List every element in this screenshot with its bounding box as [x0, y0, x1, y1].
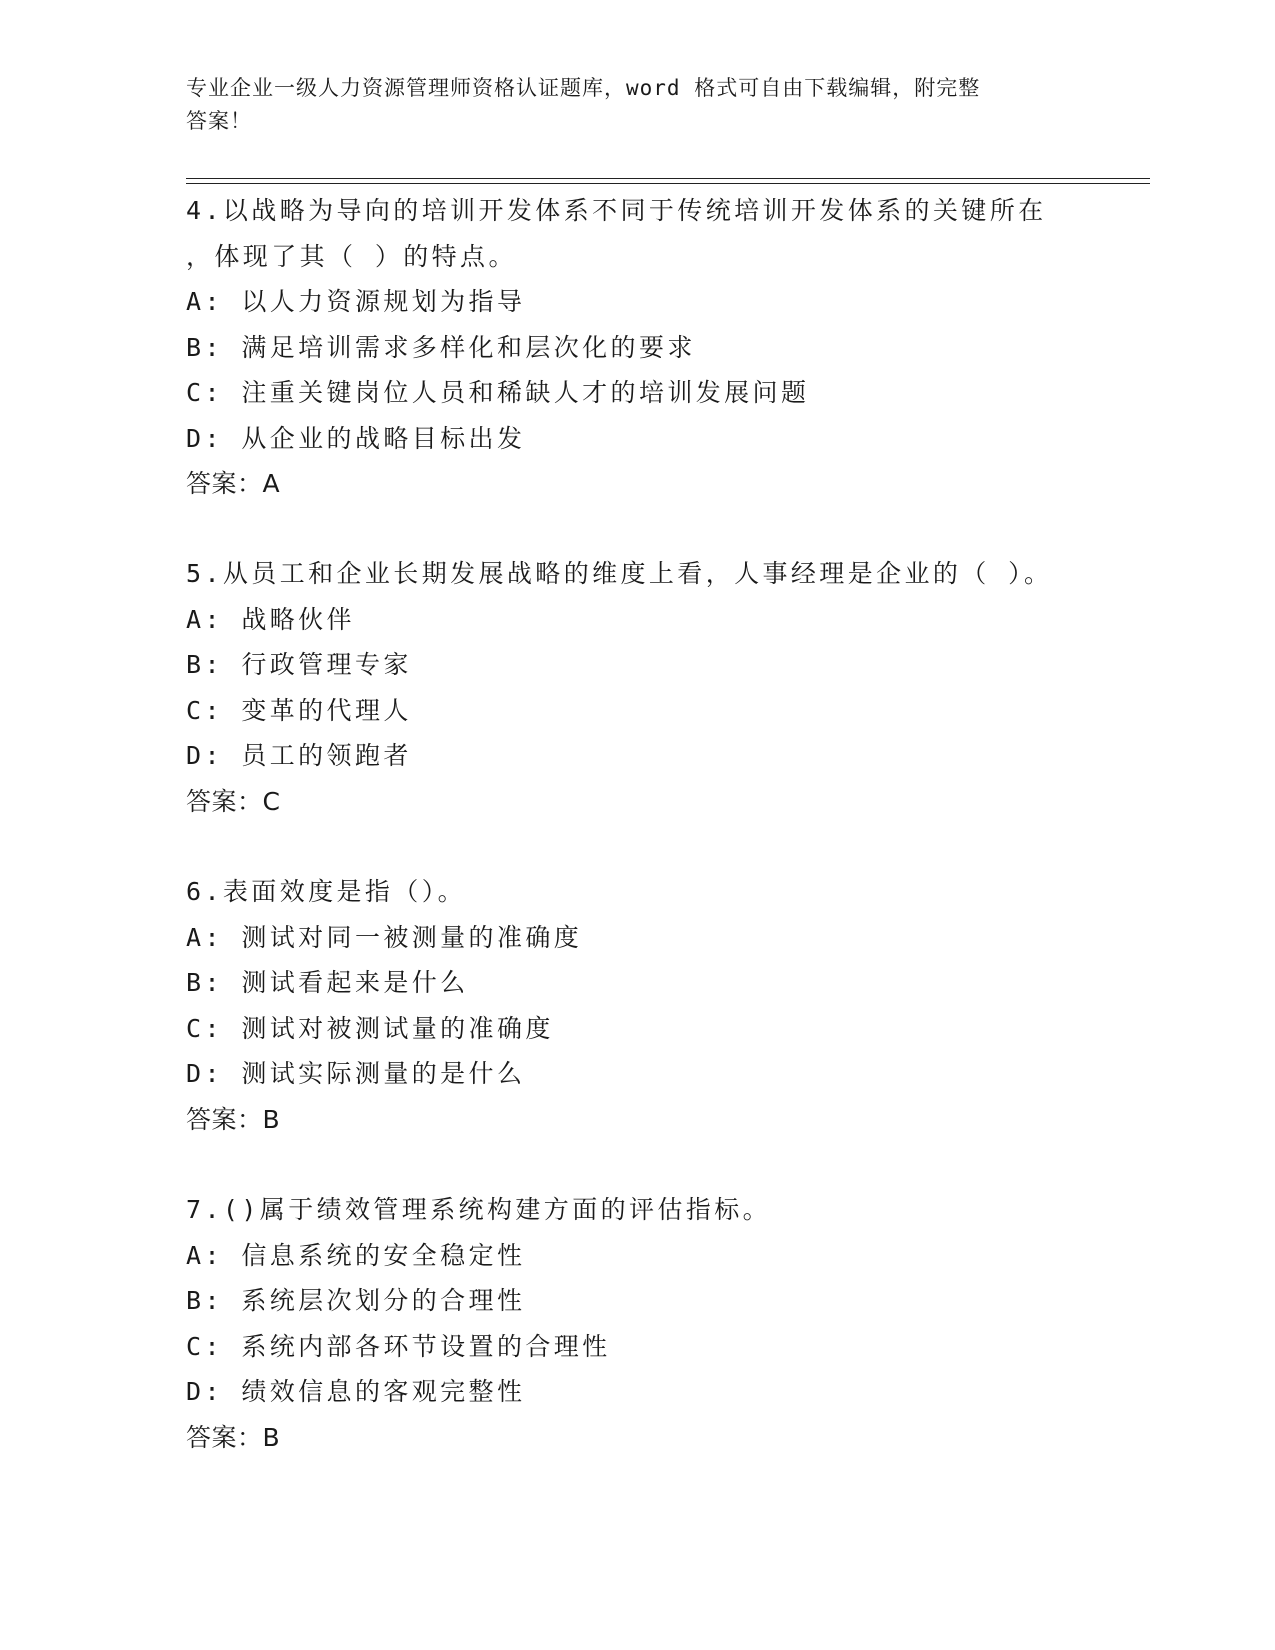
question-5: [186, 551, 1086, 824]
option-b: B: 满足培训需求多样化和层次化的要求: [186, 332, 696, 362]
question-7: [186, 1187, 1086, 1460]
option-c: C: 测试对被测试量的准确度: [186, 1013, 554, 1043]
header-line-1: 专业企业一级人力资源管理师资格认证题库，word 格式可自由下载编辑，附完整: [186, 76, 981, 100]
answer-line: 答案：C: [186, 786, 281, 816]
question-4: [186, 188, 1086, 507]
option-b: B: 行政管理专家: [186, 650, 412, 679]
option-a: A: 信息系统的安全稳定性: [186, 1240, 526, 1270]
header-line-2: 答案！: [186, 109, 252, 133]
answer-line: 答案：B: [186, 1104, 281, 1134]
option-a: A: 测试对同一被测量的准确度: [186, 922, 583, 952]
question-stem-line: 5.从员工和企业长期发展战略的维度上看，人事经理是企业的（ ）。: [186, 559, 1053, 588]
question-stem-line: 7.()属于绩效管理系统构建方面的评估指标。: [186, 1195, 772, 1224]
option-a: A: 以人力资源规划为指导: [186, 287, 526, 316]
answer-line: 答案：A: [186, 469, 281, 498]
option-c: C: 系统内部各环节设置的合理性: [186, 1331, 611, 1361]
question-stem-line: 4.以战略为导向的培训开发体系不同于传统培训开发体系的关键所在: [186, 196, 1047, 225]
option-d: D: 绩效信息的客观完整性: [186, 1377, 526, 1406]
option-c: C: 变革的代理人: [186, 695, 412, 725]
question-stem-line: 6.表面效度是指（）。: [186, 877, 467, 906]
option-b: B: 测试看起来是什么: [186, 968, 469, 997]
option-c: C: 注重关键岗位人员和稀缺人才的培训发展问题: [186, 378, 810, 407]
option-b: B: 系统层次划分的合理性: [186, 1286, 526, 1315]
header-note: [186, 72, 1086, 138]
option-d: D: 员工的领跑者: [186, 741, 412, 770]
option-a: A: 战略伙伴: [186, 604, 355, 634]
question-6: [186, 869, 1086, 1142]
option-d: D: 测试实际测量的是什么: [186, 1059, 526, 1088]
option-d: D: 从企业的战略目标出发: [186, 423, 526, 453]
answer-line: 答案：B: [186, 1422, 281, 1452]
header-divider-top: [186, 178, 1150, 179]
question-stem-line: ，体现了其（ ）的特点。: [186, 241, 517, 271]
header-divider-bottom: [186, 183, 1150, 184]
